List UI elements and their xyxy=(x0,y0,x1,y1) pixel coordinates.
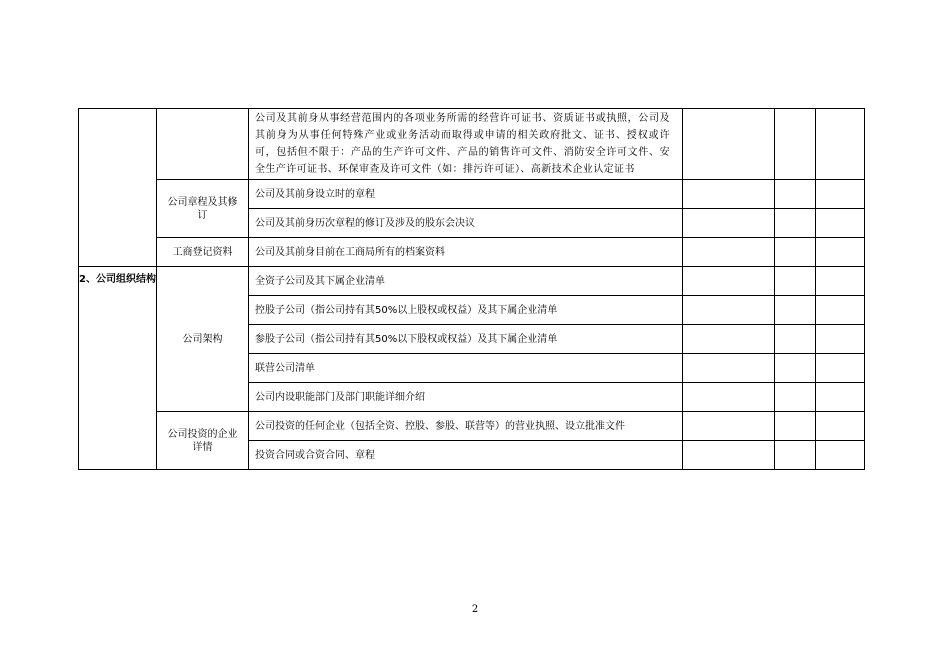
table-row xyxy=(79,412,865,441)
item-cell: 公司投资的任何企业（包括全资、控股、参股、联营等）的营业执照、设立批准文件 xyxy=(249,412,683,441)
blank-cell xyxy=(775,354,816,383)
blank-cell xyxy=(816,325,865,354)
section-cell: 2、公司组织结构 xyxy=(79,267,157,470)
blank-cell xyxy=(683,296,775,325)
blank-cell xyxy=(816,383,865,412)
category-cell: 工商登记资料 xyxy=(157,238,249,267)
blank-cell xyxy=(683,109,775,180)
blank-cell xyxy=(775,180,816,209)
blank-cell xyxy=(683,383,775,412)
blank-cell xyxy=(816,180,865,209)
blank-cell xyxy=(775,209,816,238)
item-cell: 公司及其前身历次章程的修订及涉及的股东会决议 xyxy=(249,209,683,238)
blank-cell xyxy=(683,238,775,267)
item-cell: 公司及其前身目前在工商局所有的档案资料 xyxy=(249,238,683,267)
blank-cell xyxy=(816,441,865,470)
blank-cell xyxy=(775,296,816,325)
item-cell: 联营公司清单 xyxy=(249,354,683,383)
category-cell: 公司投资的企业详情 xyxy=(157,412,249,470)
blank-cell xyxy=(683,209,775,238)
blank-cell xyxy=(816,238,865,267)
blank-cell xyxy=(683,412,775,441)
blank-cell xyxy=(816,267,865,296)
category-cell-continued xyxy=(157,109,249,180)
item-cell: 公司内设职能部门及部门职能详细介绍 xyxy=(249,383,683,412)
table-row xyxy=(79,109,865,180)
blank-cell xyxy=(816,209,865,238)
blank-cell xyxy=(775,325,816,354)
item-cell: 公司及其前身从事经营范围内的各项业务所需的经营许可证书、资质证书或执照，公司及其前身为从事任何特殊产业或业务活动而取得或申请的相关政府批文、证书、授权或许可，包括但不限于：产品的生产许可文件、产品的销售许可文件、消防安全许可文件、安全生产许可证书、环保审查及许可文件（如：排污许可证）、高新技术企业认定证书 xyxy=(249,109,683,180)
page-number: 2 xyxy=(471,604,479,615)
item-cell: 公司及其前身设立时的章程 xyxy=(249,180,683,209)
table-row xyxy=(79,180,865,209)
blank-cell xyxy=(683,441,775,470)
section-cell-continued xyxy=(79,109,157,267)
category-cell: 公司章程及其修订 xyxy=(157,180,249,238)
item-cell: 参股子公司（指公司持有其50%以下股权或权益）及其下属企业清单 xyxy=(249,325,683,354)
blank-cell xyxy=(683,325,775,354)
blank-cell xyxy=(775,267,816,296)
blank-cell xyxy=(816,109,865,180)
blank-cell xyxy=(683,180,775,209)
item-cell: 全资子公司及其下属企业清单 xyxy=(249,267,683,296)
checklist-table xyxy=(78,108,865,470)
table-row xyxy=(79,267,865,296)
blank-cell xyxy=(775,383,816,412)
blank-cell xyxy=(775,441,816,470)
blank-cell xyxy=(816,296,865,325)
item-cell: 控股子公司（指公司持有其50%以上股权或权益）及其下属企业清单 xyxy=(249,296,683,325)
item-cell: 投资合同或合资合同、章程 xyxy=(249,441,683,470)
blank-cell xyxy=(816,412,865,441)
blank-cell xyxy=(683,267,775,296)
blank-cell xyxy=(775,109,816,180)
category-cell: 公司架构 xyxy=(157,267,249,412)
table-row xyxy=(79,238,865,267)
blank-cell xyxy=(683,354,775,383)
blank-cell xyxy=(816,354,865,383)
blank-cell xyxy=(775,238,816,267)
blank-cell xyxy=(775,412,816,441)
